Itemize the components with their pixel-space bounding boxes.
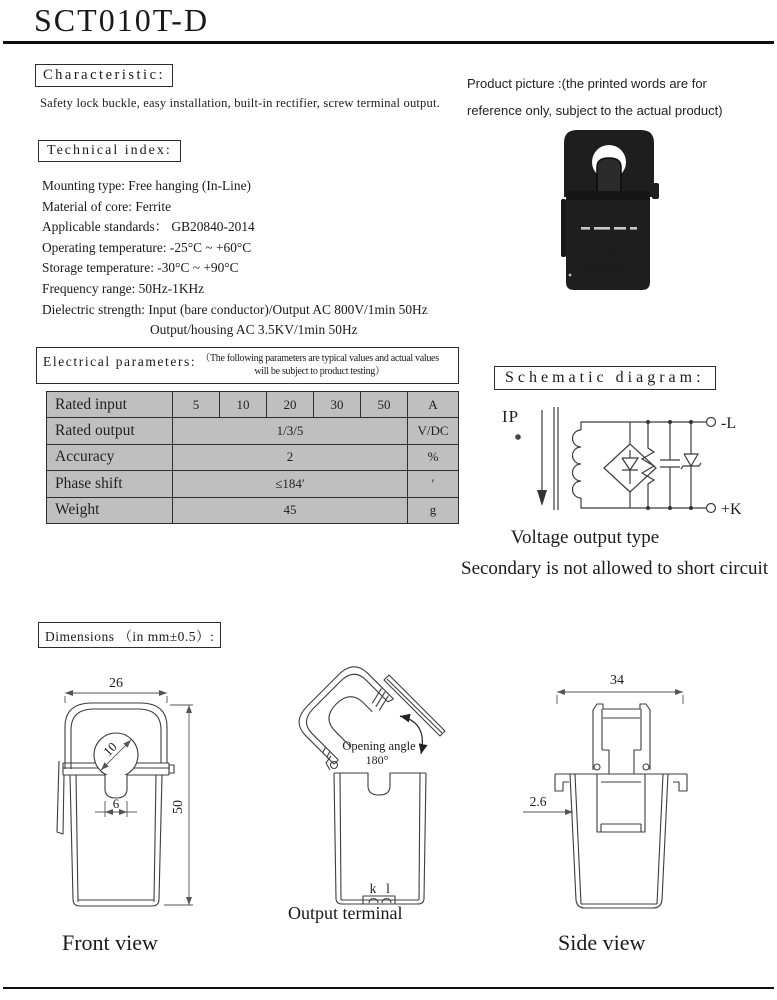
param-value-cell: 5 xyxy=(173,392,220,418)
page-title: SCT010T-D xyxy=(34,2,210,38)
hinge-pin xyxy=(594,764,600,770)
terminal-label-K: +K xyxy=(721,501,742,518)
technical-index-heading: Technical index: xyxy=(38,140,181,162)
side-view-drawing xyxy=(505,662,730,932)
technical-index-list xyxy=(42,176,428,341)
current-arrow xyxy=(537,490,547,506)
zener-diode-symbol xyxy=(681,422,701,508)
output-terminal-label: Output terminal xyxy=(288,903,403,923)
param-label-cell: Rated input xyxy=(47,392,173,418)
param-value-cell: 2 xyxy=(173,444,408,470)
tech-line: Frequency range: 50Hz-1KHz xyxy=(42,280,205,296)
schematic-heading: Schematic diagram: xyxy=(494,366,716,390)
side-view-dimensions xyxy=(523,692,683,812)
tech-line: Output/housing AC 3.5KV/1min 50Hz xyxy=(150,322,358,338)
body-inner-wall xyxy=(76,775,78,902)
primary-current-label: IP xyxy=(502,407,520,426)
table-row-weight xyxy=(47,497,459,523)
top-rule xyxy=(3,41,774,44)
hinge-pin xyxy=(331,762,338,769)
product-picture-note-line2: reference only, subject to the actual product) xyxy=(467,103,723,118)
electrical-parameters-table xyxy=(46,391,459,524)
param-value-cell: 30 xyxy=(314,392,361,418)
param-value-cell: 45 xyxy=(173,497,408,523)
body-inner-wall xyxy=(575,774,581,904)
body-inner-wall xyxy=(340,773,341,900)
tech-line: Applicable standards： GB20840-2014 xyxy=(42,219,255,235)
param-value-cell: 10 xyxy=(220,392,267,418)
opening-angle-value: 180° xyxy=(365,753,389,767)
product-photo xyxy=(556,127,662,293)
dot-marker xyxy=(515,434,521,440)
param-label-cell: Rated output xyxy=(47,418,173,444)
body-outline xyxy=(334,773,426,904)
product-side-tab xyxy=(652,183,659,199)
clamp-leg xyxy=(634,750,641,774)
diode-symbol xyxy=(622,450,638,484)
product-latch-tongue xyxy=(597,158,621,195)
front-view-dimensions xyxy=(65,693,193,905)
terminal-circle-K xyxy=(707,504,716,513)
body-inner-wall xyxy=(657,774,663,904)
dim-value-offset: 2.6 xyxy=(529,794,547,809)
terminal-label-k: k xyxy=(369,881,377,896)
dim-value-hole: 10 xyxy=(100,739,120,759)
bottom-rule xyxy=(3,987,774,989)
characteristic-text: Safety lock buckle, easy installation, built-in rectifier, screw terminal output. xyxy=(40,96,440,110)
product-hinge-band xyxy=(566,191,650,200)
body-top-notch xyxy=(334,773,426,795)
secondary-coil xyxy=(573,430,582,498)
circuit-lines xyxy=(542,407,706,510)
tech-line: Operating temperature: -25°C ~ +60°C xyxy=(42,239,252,255)
side-view-outline xyxy=(555,704,687,908)
flange-hook-left xyxy=(555,774,569,791)
tech-line: Dielectric strength: Input (bare conductor)/Output AC 800V/1min 50Hz xyxy=(42,301,428,317)
param-value-cell: 1/3/5 xyxy=(173,418,408,444)
param-unit-cell: ′ xyxy=(408,471,459,497)
tech-line: Mounting type: Free hanging (In-Line) xyxy=(42,178,251,193)
table-row-rated-output xyxy=(47,418,459,444)
coil-top-wire xyxy=(581,422,630,430)
latch-tongue-slot xyxy=(105,775,127,798)
schematic-circuit-drawing xyxy=(494,404,777,532)
dim-value-height: 50 xyxy=(171,800,186,814)
schematic-caption-warning: Secondary is not allowed to short circuit xyxy=(461,558,769,579)
product-ce-mark: CE xyxy=(598,241,620,257)
body-outline xyxy=(570,774,668,908)
hinge-pin xyxy=(643,764,649,770)
flange-hook-right xyxy=(673,774,687,791)
product-model-label: SCT010T-D xyxy=(581,262,637,274)
tech-line: Storage temperature: -30°C ~ +90°C xyxy=(42,260,239,276)
characteristic-heading: Characteristic: xyxy=(35,64,173,87)
param-label-cell: Accuracy xyxy=(47,444,173,470)
opening-angle-label: Opening angle xyxy=(342,739,416,753)
param-unit-cell: A xyxy=(408,392,459,418)
electrical-parameters-note-line2: will be subject to product testing） xyxy=(254,366,385,377)
param-label-cell: Weight xyxy=(47,497,173,523)
table-row-accuracy xyxy=(47,444,459,470)
dim-value-width: 34 xyxy=(610,673,624,688)
param-unit-cell: V/DC xyxy=(408,418,459,444)
product-picture-note xyxy=(467,70,723,124)
table-row-phase-shift xyxy=(47,471,459,497)
param-unit-cell: % xyxy=(408,444,459,470)
resistor-symbol xyxy=(642,422,654,508)
electrical-parameters-note xyxy=(200,348,439,378)
front-view-drawing xyxy=(50,665,235,915)
product-lock-lever xyxy=(561,199,566,257)
front-view-caption: Front view xyxy=(62,930,158,955)
side-view-caption: Side view xyxy=(558,930,646,955)
param-value-cell: 50 xyxy=(361,392,408,418)
table-row-rated-input xyxy=(47,392,459,418)
open-view-drawing xyxy=(278,652,478,922)
open-view-outline xyxy=(292,659,445,904)
terminal-label-L: -L xyxy=(721,415,737,432)
capacitor-symbol xyxy=(660,422,680,508)
param-value-cell: 20 xyxy=(267,392,314,418)
tech-line: Material of core: Ferrite xyxy=(42,198,172,214)
dimensions-heading: Dimensions （in mm±0.5）: xyxy=(38,622,221,648)
clamp-leg xyxy=(602,750,609,774)
product-picture-note-line1: Product picture :(the printed words are for xyxy=(467,76,707,91)
product-dot-marking xyxy=(569,274,572,277)
body-inner-wall xyxy=(154,775,156,902)
schematic-caption-type: Voltage output type xyxy=(510,527,660,548)
terminal-label-l: l xyxy=(386,881,390,896)
param-label-cell: Phase shift xyxy=(47,471,173,497)
param-unit-cell: g xyxy=(408,497,459,523)
dim-value-slot: 6 xyxy=(112,796,120,811)
body-inner-wall xyxy=(419,773,420,900)
latch-lever-inner xyxy=(387,679,442,733)
electrical-parameters-heading: Electrical parameters: xyxy=(43,354,197,369)
electrical-parameters-heading-box xyxy=(36,347,459,384)
latch-nub xyxy=(169,765,174,773)
electrical-parameters-note-line1: （The following parameters are typical values and actual values xyxy=(200,353,439,364)
terminal-circle-L xyxy=(707,418,716,427)
inner-slot-step xyxy=(601,824,641,832)
param-value-cell: ≤184′ xyxy=(173,471,408,497)
dim-value-width: 26 xyxy=(109,676,123,691)
inner-slot xyxy=(597,774,645,832)
coil-bottom-wire xyxy=(581,498,630,508)
